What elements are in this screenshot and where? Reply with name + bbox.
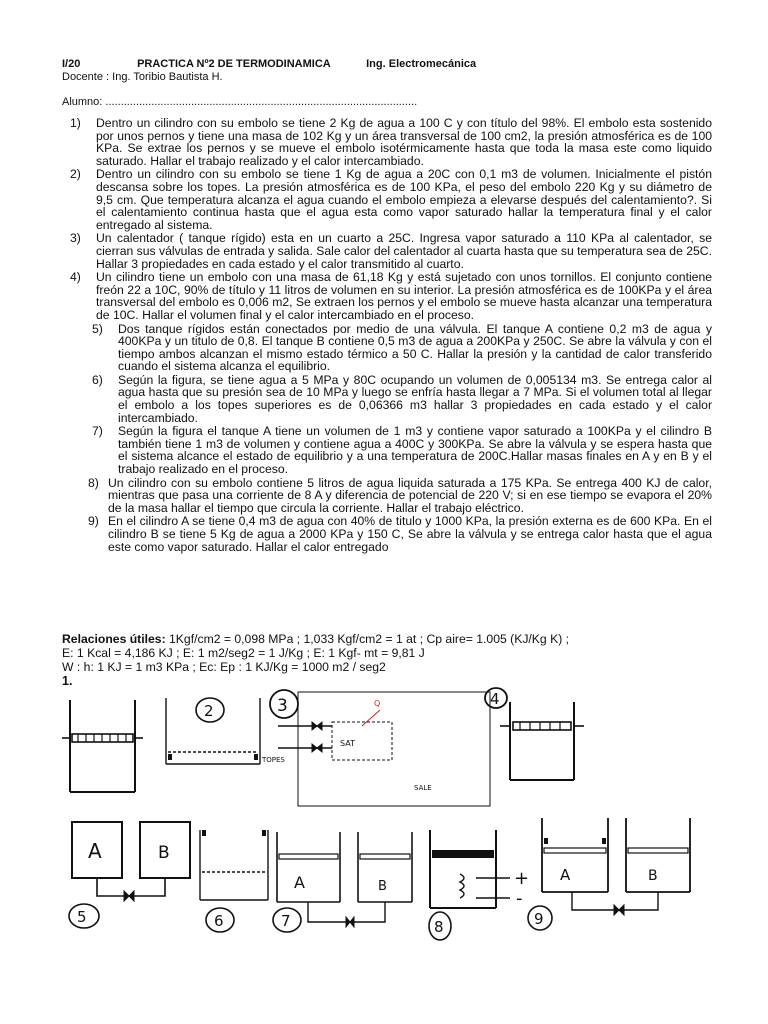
figure-3-number: 3	[277, 696, 288, 716]
figure-4-cylinder	[485, 688, 584, 780]
relations-label: Relaciones útiles:	[62, 632, 166, 646]
figure-7-system	[273, 832, 412, 932]
figure-8-cylinder	[429, 830, 529, 940]
problem-text: Un cilindro tiene un embolo con una masa de 61,18 Kg y está sujetado con unos tornillos. El conjunto contiene freón 22 a 10C, 90% de título y 11 litros de volumen en su interior. La presión atmosférica es de 100KPa y el área transversal del embolo es 0,006 m2, Se extraen los pernos y el embolo se mueve hasta alcanzar una temperatura de 10C. Hallar el volumen final y el calor intercambiado en el proceso.	[96, 270, 712, 322]
figure-5-number: 5	[77, 908, 87, 926]
problem-number: 9)	[88, 514, 99, 529]
figure-1-label: 1.	[62, 674, 73, 688]
figure-4-number: 4	[490, 690, 500, 708]
figure-9-system	[528, 818, 690, 930]
problem-text: Un calentador ( tanque rígido) esta en un cuarto a 25C. Ingresa vapor saturado a 110 KPa al calentador, se cierran sus válvulas de entrada y salida. Sale calor del calentador al cuarta hasta que su temperatura sea de 25C. Hallar 3 propiedades en cada estado y el calor transmitido al cuarto.	[96, 231, 712, 271]
problem-item	[62, 117, 712, 167]
problem-number: 4)	[70, 270, 81, 285]
figure-9-number: 9	[534, 910, 544, 928]
figure-5-tanks	[69, 822, 190, 928]
figures-drawing	[40, 682, 730, 942]
figure-2-stops-label: TOPES	[262, 756, 285, 764]
problem-list	[62, 117, 712, 554]
relations-line-1: 1Kgf/cm2 = 0,098 MPa ; 1,033 Kgf/cm2 = 1 at ; Cp aire= 1.005 (KJ/Kg K) ;	[165, 632, 570, 646]
figure-5-tank-a: A	[88, 839, 102, 863]
problem-text: Según la figura, se tiene agua a 5 MPa y 80C ocupando un volumen de 0,005134 m3. Se entrega calor al agua hasta que su presión sea de 10 MPa y luego se enfría hasta llegar a 7 MPa. Si el volumen total al llegar el embolo a los topes superiores es de 0,06366 m3 hallar 3 propiedades en cada estado y el calor intercambiado.	[118, 372, 712, 425]
figure-2-cylinder	[166, 698, 285, 764]
figure-7-number: 7	[281, 912, 291, 930]
figure-8-number: 8	[434, 918, 444, 936]
problem-number: 7)	[92, 424, 103, 439]
student-line: Alumno: ......................................................................................................	[62, 96, 418, 108]
figure-6-cylinder	[200, 830, 268, 932]
figure-panel	[40, 682, 730, 942]
problem-text: Según la figura el tanque A tiene un volumen de 1 m3 y contiene vapor saturado a 100KPa y el cilindro B también tiene 1 m3 de volumen y contiene agua a 400C y 300KPa. Se abre la válvula y se espera hasta que el sistema alcance el estado de equilibrio y a una temperatura de 200C.Hallar masas finales en A y en B y el trabajo realizado en el proceso.	[118, 424, 712, 477]
problem-number: 6)	[92, 372, 103, 387]
document-title: PRACTICA Nº2 DE TERMODINAMICA	[137, 58, 331, 70]
problem-number: 2)	[70, 167, 81, 182]
figure-8-plus: +	[514, 868, 530, 889]
figure-2-number: 2	[204, 702, 214, 720]
figure-8-minus: -	[516, 888, 523, 909]
problem-item	[62, 374, 712, 424]
figure-3-heat-label: Q	[374, 699, 381, 708]
problem-item	[62, 425, 712, 475]
problem-item	[62, 232, 712, 270]
relations-line-3: W : h: 1 KJ = 1 m3 KPa ; Ec: Ep : 1 KJ/Kg = 1000 m2 / seg2	[62, 660, 386, 674]
problem-text: Un cilindro con su embolo contiene 5 litros de agua liquida saturada a 175 KPa. Se entrega 400 KJ de calor, mientras que pasa una corriente de 8 A y diferencia de potencial de 220 V; si en ese tiempo se evapora el 20% de la masa hallar el tiempo que circula la corriente. Hallar el trabajo eléctrico.	[108, 475, 712, 515]
problem-number: 1)	[70, 116, 81, 130]
problem-item	[62, 515, 712, 553]
figure-3-sat-label: SAT	[340, 739, 355, 748]
problem-number: 5)	[92, 321, 103, 336]
figure-7-tank-a: A	[294, 873, 305, 892]
problem-number: 3)	[70, 231, 81, 246]
teacher-line: Docente : Ing. Toribio Bautista H.	[62, 71, 223, 83]
figure-9-cylinder-a: A	[560, 866, 571, 884]
figure-6-number: 6	[214, 912, 224, 930]
figure-7-cylinder-b: B	[378, 879, 387, 894]
document-header	[62, 58, 476, 70]
figure-1-cylinder	[62, 700, 143, 792]
problem-number: 8)	[88, 475, 99, 490]
useful-relations	[62, 632, 569, 674]
problem-item	[62, 168, 712, 231]
course-code: I/20	[62, 58, 81, 70]
career-name: Ing. Electromecánica	[366, 58, 477, 70]
problem-text: Dentro un cilindro con su embolo se tiene 2 Kg de agua a 100 C y con título del 98%. El embolo esta sostenido por unos pernos y tiene una masa de 102 Kg y un área transversal de 100 cm2, la presión atmosférica es de 100 KPa. Se extrae los pernos y se mueve el embolo isotérmicamente hasta que toda la masa este como liquido saturado. Hallar el trabajo realizado y el calor intercambiado.	[96, 116, 712, 168]
figure-9-cylinder-b: B	[648, 868, 658, 884]
problem-item	[62, 477, 712, 515]
relations-line-2: E: 1 Kcal = 4,186 KJ ; E: 1 m2/seg2 = 1 J/Kg ; E: 1 Kgf- mt = 9,81 J	[62, 646, 425, 660]
problem-text: Dos tanque rígidos están conectados por medio de una válvula. El tanque A contiene 0,2 m3 de agua y 400KPa y un titulo de 0,8. El tanque B contiene 0,5 m3 de agua a 200KPa y 250C. Se abre la válvula y con el tiempo ambos alcanzan el mismo estado térmico a 50 C. Hallar la presión y la cantidad de calor transferido cuando el sistema alcanza el equilibrio.	[118, 321, 712, 374]
figure-3-heater	[270, 690, 490, 806]
figure-3-exit-label: SALE	[414, 784, 432, 792]
figure-5-tank-b: B	[158, 843, 170, 863]
problem-text: Dentro un cilindro con su embolo se tiene 1 Kg de agua a 20C con 0,1 m3 de volumen. Inicialmente el pistón descansa sobre los topes. La presión atmosférica es de 100 KPa, el peso del embolo 220 Kg y su diámetro de 9,5 cm. Que temperatura alcanza el agua cuando el embolo empieza a elevarse después del calentamiento?. Si el calentamiento continua hasta que el agua esta como vapor saturado hallar la temperatura final y el calor entregado al sistema.	[96, 167, 712, 232]
problem-text: En el cilindro A se tiene 0,4 m3 de agua con 40% de titulo y 1000 KPa, la presión externa es de 600 KPa. En el cilindro B se tiene 5 Kg de agua a 2000 KPa y 150 C, Se abre la válvula y se entrega calor hasta que el agua este como vapor saturado. Hallar el calor entregado	[108, 514, 712, 554]
problem-item	[62, 271, 712, 321]
problem-item	[62, 323, 712, 373]
